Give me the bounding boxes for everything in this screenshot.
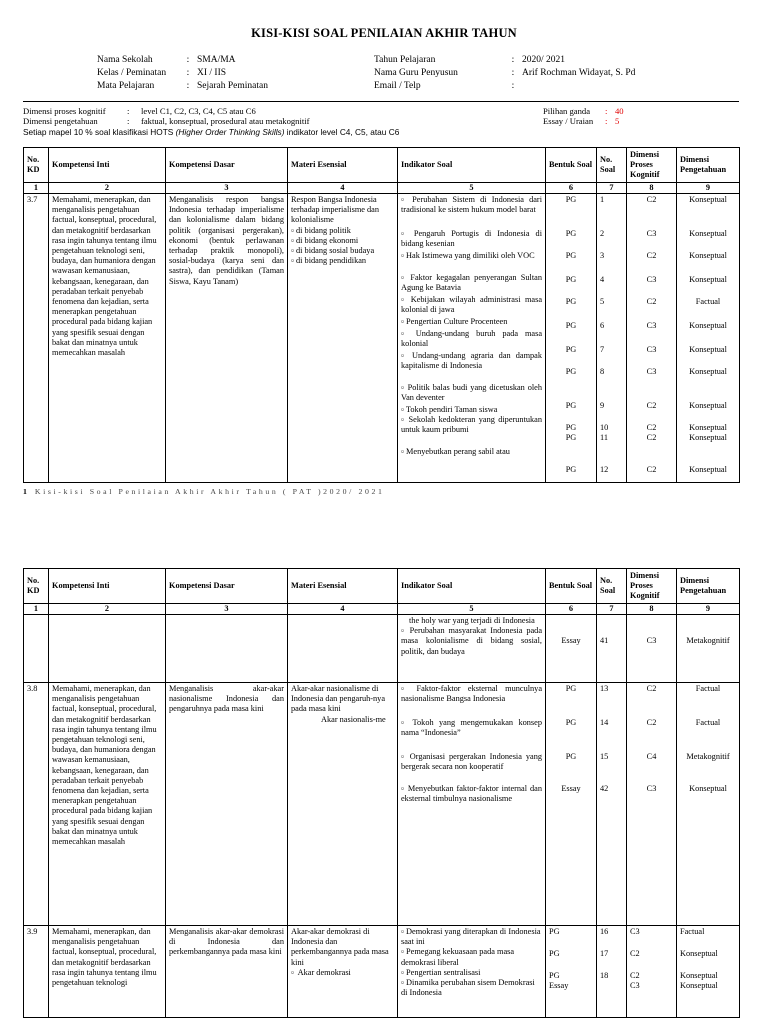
indikator-cell: ▫ Faktor-faktor eksternal munculnya nasionalisme Bangsa Indonesia ▫ Tokoh yang mengemukakan konsep nama “Indonesia” ▫ Organisasi pergerakan Indonesia yang bergerak secara non kooperatif ▫ Menyebutkan faktor-faktor internal dan eksternal timbulnya nasionalisme xyxy=(398,683,546,926)
meta-right: Pilihan ganda : 40 Essay / Uraian : 5 xyxy=(543,106,624,126)
essay-count: 5 xyxy=(615,116,620,126)
kd-number: 3.9 xyxy=(24,926,49,1018)
materi-item: ▫ di bidang ekonomi xyxy=(291,235,359,245)
info-label: Tahun Pelajaran xyxy=(374,55,436,65)
info-label: Email / Telp xyxy=(374,81,421,91)
indikator-cell: ▫ Perubahan Sistem di Indonesia dari tradisional ke sistem hukum model barat ▫ Pengaruh Portugis di Indonesia di bidang kesenian ▫ Hak Istimewa yang dimiliki oleh VOC ▫ Faktor kegagalan penyerangan Sultan Agung ke Batavia ▫ Kebijakan wilayah administrasi masa kolonial di jawa ▫ Pengertian Culture Procenteen ▫ Undang-undang buruh pada masa kolonial ▫ Undang-undang agraria dan dampak kapitalisme di Indonesia ▫ Politik balas budi yang dicetuskan oleh Van deventer ▫ Tokoh pendiri Taman siswa ▫ Sekolah kedokteran yang diperuntukan untuk kaum pribumi ▫ Menyebutkan perang sabil atau xyxy=(398,194,546,483)
kd-text: Menganalisis respon bangsa Indonesia terhadap imperialisme dan kolonialisme dalam bidang politik (organisasi pergerakan), ekonomi (bentuk perlawanan terhadap praktik monopoli), sosial-budaya (karya seni dan sastra), dan pendidikan (Taman Siswa, Kayu Tanam) xyxy=(166,194,288,483)
ki-text: Memahami, menerapkan, dan menganalisis pengetahuan factual, konseptual, procedural, dan metakognitif berdasarkan rasa ingin tahunya tentang ilmu pengetahuan teknologi seni, budaya, dan humaniora dengan wawasan kemanusiaan, kebangsaan, kenegaraan, dan peradaban terkait penyebab fenomena dan kejadian, serta menerapkan pengetahuan procedural pada bidang kajian yang spesifik sesuai dengan bakat dan minatnya untuk memecahkan masalah xyxy=(49,194,166,483)
materi-item: ▫ di bidang pendidikan xyxy=(291,256,367,266)
header-no-soal: No. Soal xyxy=(597,569,627,604)
page-footer: 1 Kisi-kisi Soal Penilaian Akhir Akhir Tahun ( PAT )2020/ 2021 xyxy=(23,487,385,496)
no-soal-cell: 1 2 3 4 5 6 7 8 9 10 11 12 xyxy=(597,194,627,483)
info-right: Tahun Pelajaran : 2020/ 2021 Nama Guru Penyusun : Arif Rochman Widayat, S. Pd Email / Telp : xyxy=(374,55,636,91)
header-ki: Kompetensi Inti xyxy=(49,148,166,183)
pg-count: 40 xyxy=(615,106,624,116)
header-kognitif: Dimensi Proses Kognitif xyxy=(627,148,677,183)
indikator-cell: ▫ Demokrasi yang diterapkan di Indonesia saat ini ▫ Pemegang kekuasaan pada masa demokrasi liberal ▫ Pengertian sentralisasi ▫ Dinamika perubahan sisem Demokrasi di Indonesia xyxy=(398,926,546,1018)
info-label: Kelas / Peminatan xyxy=(97,68,167,78)
kisi-table-page-1: No. KD Kompetensi Inti Kompetensi Dasar Materi Esensial Indikator Soal Bentuk Soal No. Soal Dimensi Proses Kognitif Dimensi Pengetahuan 1 2 3 4 5 6 7 8 9 3.7 Memahami, menerapkan, dan menganalisis pengetahuan factual, konseptual, procedural, dan metakognitif berdasarkan rasa ingin tahunya tentang ilmu pengetahuan teknologi seni, budaya, dan humaniora dengan wawasan kemanusiaan, kebangsaan, kenegaraan, dan peradaban terkait penyebab fenomena dan kejadian, serta menerapkan pengetahuan procedural pada bidang kajian yang spesifik sesuai dengan bakat dan minatnya untuk memecahkan masalah Menganalisis respon bangsa Indonesia terhadap imperialisme dan kolonialisme dalam bidang politik (organisasi pergerakan), ekonomi (bentuk perlawanan terhadap praktik monopoli), sosial-budaya (karya seni dan sastra), dan pendidikan (Taman Siswa, Kayu Tanam) Respon Bangsa Indonesia terhadap imperialisme dan kolonialisme ▫ di bidang politik ▫ di bidang ekonomi ▫ di bidang sosial budaya ▫ di bidang pendidikan ▫ Perubahan Sistem di Indonesia dari tradisional ke sistem hukum model barat ▫ Pengaruh Portugis di Indonesia di bidang kesenian ▫ Hak Istimewa yang dimiliki oleh VOC ▫ Faktor kegagalan penyerangan Sultan Agung ke Batavia ▫ Kebijakan wilayah administrasi masa kolonial di jawa ▫ Pengertian Culture Procenteen ▫ Undang-undang buruh pada masa kolonial ▫ Undang-undang agraria dan dampak kapitalisme di Indonesia ▫ Politik balas budi yang dicetuskan oleh Van deventer ▫ Tokoh pendiri Taman siswa ▫ Sekolah kedokteran yang diperuntukan untuk kaum pribumi ▫ Menyebutkan perang sabil atau PG PG PG PG PG PG PG PG PG PG PG PG 1 2 3 4 5 6 7 8 9 10 11 12 C2 C3 C2 C3 C2 C3 C3 C3 C2 C2 C2 C2 Konseptual Konseptual Konseptual Konseptual Factual Konseptual Konseptual Konseptual Konseptual Konseptual Konseptual Konseptual xyxy=(23,147,740,483)
materi-item: ▫ di bidang sosial budaya xyxy=(291,246,375,256)
header-bentuk: Bentuk Soal xyxy=(546,569,597,604)
table-row: the holy war yang terjadi di Indonesia ▫ Perubahan masyarakat Indonesia pada masa kolonialisme di bidang sosial, politik, dan budaya Essay 41 C3 Metakognitif xyxy=(24,615,740,683)
kd-text: Menganalisis akar-akar nasionalisme Indonesia dan pengaruhnya pada masa kini xyxy=(166,683,288,926)
materi-item: Akar nasionalis-me xyxy=(321,714,386,724)
ki-text: Memahami, menerapkan, dan menganalisis pengetahuan factual, konseptual, procedural, dan metakognitif berdasarkan rasa ingin tahunya tentang ilmu pengetahuan teknologi seni, budaya, dan humaniora dengan wawasan kemanusiaan, kebangsaan, kenegaraan, dan peradaban terkait penyebab fenomena dan kejadian, serta menerapkan pengetahuan procedural pada bidang kajian yang spesifik sesuai dengan bakat dan minatnya untuk memecahkan masalah xyxy=(49,683,166,926)
info-value: XI / IIS xyxy=(197,68,227,78)
header-divider xyxy=(23,101,739,102)
kd-number: 3.8 xyxy=(24,683,49,926)
info-value: Arif Rochman Widayat, S. Pd xyxy=(522,68,636,78)
header-indikator: Indikator Soal xyxy=(398,569,546,604)
materi-cell: Respon Bangsa Indonesia terhadap imperialisme dan kolonialisme ▫ di bidang politik ▫ di bidang ekonomi ▫ di bidang sosial budaya ▫ di bidang pendidikan xyxy=(288,194,398,483)
document-title: KISI-KISI SOAL PENILAIAN AKHIR TAHUN xyxy=(251,26,517,40)
header-materi: Materi Esensial xyxy=(288,148,398,183)
kisi-table-page-2: No. KD Kompetensi Inti Kompetensi Dasar Materi Esensial Indikator Soal Bentuk Soal No. Soal Dimensi Proses Kognitif Dimensi Pengetahuan 1 2 3 4 5 6 7 8 9 the holy war yang terjadi di Indonesia ▫ Perubahan masyarakat Indonesia pada masa kolonialisme di bidang sosial, politik, dan budaya Essay 41 C3 Metakognitif 3.8 Memahami, menerapkan, dan menganalisis pengetahuan factual, konseptual, procedural, dan metakognitif berdasarkan rasa ingin tahunya tentang ilmu pengetahuan teknologi seni, budaya, dan humaniora dengan wawasan kemanusiaan, kebangsaan, kenegaraan, dan peradaban terkait penyebab fenomena dan kejadian, serta menerapkan pengetahuan procedural pada bidang kajian yang spesifik sesuai dengan bakat dan minatnya untuk memecahkan masalah Menganalisis akar-akar nasionalisme Indonesia dan pengaruhnya pada masa kini Akar-akar nasionalisme di Indonesia dan pengaruh-nya pada masa kini Akar nasionalis-me ▫ Faktor-faktor eksternal munculnya nasionalisme Bangsa Indonesia ▫ Tokoh yang mengemukakan konsep nama “Indonesia” ▫ Organisasi pergerakan Indonesia yang bergerak secara non kooperatif ▫ Menyebutkan faktor-faktor internal dan eksternal timbulnya nasionalisme PG PG PG Essay 13 14 15 42 C2 C2 C4 C3 Factual Factual Metakognitif Konseptual 3.9 Memahami, menerapkan, dan menganalisis pengetahuan factual, konseptual, procedural, dan metakognitif berdasarkan rasa ingin tahunya tentang ilmu pengetahuan teknologi Menganalisis akar-akar demokrasi di Indonesia dan perkembangannya pada masa kini Akar-akar demokrasi di Indonesia dan perkembangannya pada masa kini ▫ Akar demokrasi ▫ Demokrasi yang diterapkan di Indonesia saat ini ▫ Pemegang kekuasaan pada masa demokrasi liberal ▫ Pengertian sentralisasi ▫ Dinamika perubahan sisem Demokrasi di Indonesia PG PG PG Essay 16 17 18 C3 C2 C2 C3 Factual Konseptual Konseptual Konseptual xyxy=(23,568,740,1018)
kd-number: 3.7 xyxy=(24,194,49,483)
header-kd: Kompetensi Dasar xyxy=(166,148,288,183)
table-row: 3.9 Memahami, menerapkan, dan menganalisis pengetahuan factual, konseptual, procedural, dan metakognitif berdasarkan rasa ingin tahunya tentang ilmu pengetahuan teknologi Menganalisis akar-akar demokrasi di Indonesia dan perkembangannya pada masa kini Akar-akar demokrasi di Indonesia dan perkembangannya pada masa kini ▫ Akar demokrasi ▫ Demokrasi yang diterapkan di Indonesia saat ini ▫ Pemegang kekuasaan pada masa demokrasi liberal ▫ Pengertian sentralisasi ▫ Dinamika perubahan sisem Demokrasi di Indonesia PG PG PG Essay 16 17 18 C3 C2 C2 C3 Factual Konseptual Konseptual Konseptual xyxy=(24,926,740,1018)
header-kd: Kompetensi Dasar xyxy=(166,569,288,604)
ki-text: Memahami, menerapkan, dan menganalisis pengetahuan factual, konseptual, procedural, dan metakognitif berdasarkan rasa ingin tahunya tentang ilmu pengetahuan teknologi xyxy=(49,926,166,1018)
materi-cell: Akar-akar nasionalisme di Indonesia dan pengaruh-nya pada masa kini Akar nasionalis-me xyxy=(288,683,398,926)
materi-item: ▫ di bidang politik xyxy=(291,225,351,235)
info-label: Nama Guru Penyusun xyxy=(374,68,458,78)
header-indikator: Indikator Soal xyxy=(398,148,546,183)
info-value: Sejarah Peminatan xyxy=(197,81,268,91)
kd-text: Menganalisis akar-akar demokrasi di Indonesia dan perkembangannya pada masa kini xyxy=(166,926,288,1018)
header-no-kd: No. KD xyxy=(24,148,49,183)
header-pengetahuan: Dimensi Pengetahuan xyxy=(677,569,740,604)
indikator-cell: the holy war yang terjadi di Indonesia ▫ Perubahan masyarakat Indonesia pada masa kolonialisme di bidang sosial, politik, dan budaya xyxy=(398,615,546,683)
info-label: Nama Sekolah xyxy=(97,55,153,65)
meta-left: Dimensi proses kognitif : level C1, C2, C3, C4, C5 atau C6 Dimensi pengetahuan : faktual, konseptual, prosedural atau metakognitif Setiap mapel 10 % soal klasifikasi HOTS (Higher Order Thinking Skills) indikator level C4, C5, atau C6 xyxy=(23,106,400,137)
info-label: Mata Pelajaran xyxy=(97,81,155,91)
kognitif-cell: C2 C3 C2 C3 C2 C3 C3 C3 C2 C2 C2 C2 xyxy=(627,194,677,483)
pengetahuan-cell: Konseptual Konseptual Konseptual Konseptual Factual Konseptual Konseptual Konseptual Konseptual Konseptual Konseptual Konseptual xyxy=(677,194,740,483)
materi-cell: Akar-akar demokrasi di Indonesia dan perkembangannya pada masa kini ▫ Akar demokrasi xyxy=(288,926,398,1018)
info-value: SMA/MA xyxy=(197,55,236,65)
info-left: Nama Sekolah : SMA/MA Kelas / Peminatan : XI / IIS Mata Pelajaran : Sejarah Peminatan xyxy=(97,55,268,91)
materi-item: ▫ Akar demokrasi xyxy=(291,967,351,977)
bentuk-cell: PG PG PG PG PG PG PG PG PG PG PG PG xyxy=(546,194,597,483)
table-row: 3.8 Memahami, menerapkan, dan menganalisis pengetahuan factual, konseptual, procedural, dan metakognitif berdasarkan rasa ingin tahunya tentang ilmu pengetahuan teknologi seni, budaya, dan humaniora dengan wawasan kemanusiaan, kebangsaan, kenegaraan, dan peradaban terkait penyebab fenomena dan kejadian, serta menerapkan pengetahuan procedural pada bidang kajian yang spesifik sesuai dengan bakat dan minatnya untuk memecahkan masalah Menganalisis akar-akar nasionalisme Indonesia dan pengaruhnya pada masa kini Akar-akar nasionalisme di Indonesia dan pengaruh-nya pada masa kini Akar nasionalis-me ▫ Faktor-faktor eksternal munculnya nasionalisme Bangsa Indonesia ▫ Tokoh yang mengemukakan konsep nama “Indonesia” ▫ Organisasi pergerakan Indonesia yang bergerak secara non kooperatif ▫ Menyebutkan faktor-faktor internal dan eksternal timbulnya nasionalisme PG PG PG Essay 13 14 15 42 C2 C2 C4 C3 Factual Factual Metakognitif Konseptual xyxy=(24,683,740,926)
header-no-soal: No. Soal xyxy=(597,148,627,183)
header-ki: Kompetensi Inti xyxy=(49,569,166,604)
header-materi: Materi Esensial xyxy=(288,569,398,604)
header-bentuk: Bentuk Soal xyxy=(546,148,597,183)
header-no-kd: No. KD xyxy=(24,569,49,604)
header-pengetahuan: Dimensi Pengetahuan xyxy=(677,148,740,183)
header-kognitif: Dimensi Proses Kognitif xyxy=(627,569,677,604)
table-row xyxy=(24,194,740,483)
info-value: 2020/ 2021 xyxy=(522,55,566,65)
